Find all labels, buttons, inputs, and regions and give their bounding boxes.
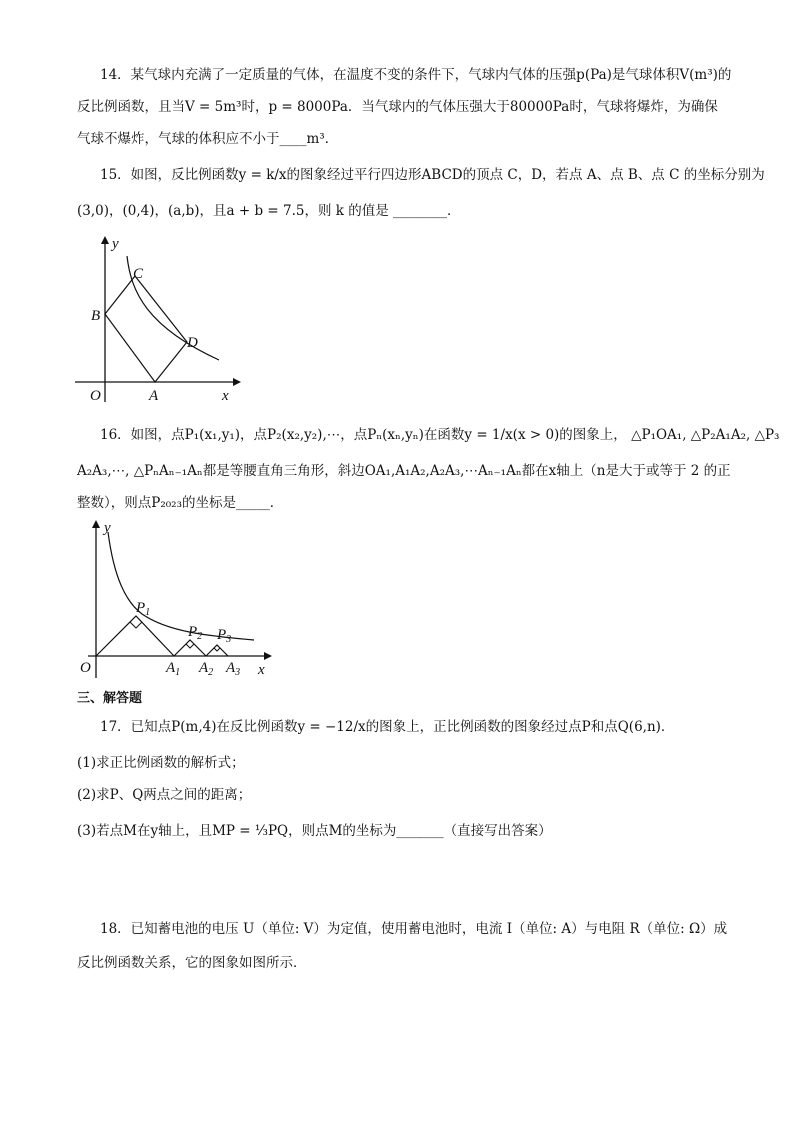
q17-sub-2: (2)求P、Q两点之间的距离； <box>77 787 252 803</box>
q16-right-mark-3 <box>214 648 220 651</box>
q16-figure <box>78 518 278 680</box>
q15-x-arrow <box>233 378 241 386</box>
q16-line-3: 整数），则点P₂₀₂₃的坐标是_____． <box>77 495 284 511</box>
q16-label-o: O <box>80 660 91 676</box>
q16-y-arrow <box>92 520 100 528</box>
q15-label-a: A <box>149 388 159 404</box>
section-title: 三、解答题 <box>77 691 143 706</box>
q16-label-a1: $A_1$ <box>166 660 181 678</box>
q17-sub-3: (3)若点M在y轴上，且MP = ⅓PQ，则点M的坐标为_______（直接写出答案） <box>77 823 552 839</box>
q15-line-2: (3,0)，(0,4)，(a,b)，且a + b = 7.5，则 k 的值是 ________． <box>77 203 461 219</box>
q15-label-b: B <box>91 308 101 324</box>
q16-label-a2: $A_2$ <box>199 660 214 678</box>
q16-right-mark-1 <box>130 622 142 628</box>
q16-label-a3: $A_3$ <box>226 660 241 678</box>
q15-label-d: D <box>187 335 198 351</box>
q15-label-x: x <box>222 388 229 404</box>
q16-line-1: 16．如图，点P₁(x₁,y₁)，点P₂(x₂,y₂),⋯，点Pₙ(xₙ,yₙ)在函数y = 1/x(x > 0)的图象上， △P₁OA₁, △P₂A₁A₂, △P₃ <box>100 427 780 443</box>
q16-triangle-1 <box>96 616 174 656</box>
q15-line-1: 15．如图，反比例函数y = k/x的图象经过平行四边形ABCD的顶点 C，D，若点 A、点 B、点 C 的坐标分别为 <box>100 167 765 183</box>
q16-x-arrow <box>264 652 272 660</box>
q15-y-arrow <box>101 236 109 244</box>
q16-right-mark-2 <box>186 644 194 648</box>
q17-line-1: 17．已知点P(m,4)在反比例函数y = −12/x的图象上，正比例函数的图象经过点P和点Q(6,n)． <box>100 719 675 735</box>
q16-line-2: A₂A₃,⋯, △PₙAₙ₋₁Aₙ都是等腰直角三角形，斜边OA₁,A₁A₂,A₂A₃,⋯Aₙ₋₁Aₙ都在x轴上（n是大于或等于 2 的正 <box>77 463 731 479</box>
q14-line-3: 气球不爆炸，气球的体积应不小于____m³． <box>77 131 339 147</box>
q18-line-2: 反比例函数关系，它的图象如图所示． <box>77 955 307 971</box>
q16-label-p2: $P_2$ <box>188 624 203 642</box>
q16-label-y: y <box>104 520 111 536</box>
q16-label-x: x <box>258 662 265 678</box>
q15-label-o: O <box>90 388 101 404</box>
q14-line-2: 反比例函数，且当V = 5m³时，p = 8000Pa．当气球内的气体压强大于80000Pa时，气球将爆炸，为确保 <box>77 99 718 115</box>
q16-label-p1: $P_1$ <box>136 600 151 618</box>
q16-curve <box>108 532 254 640</box>
q15-figure <box>75 232 245 402</box>
q14-line-1: 14．某气球内充满了一定质量的气体，在温度不变的条件下，气球内气体的压强p(Pa)是气球体积V(m³)的 <box>100 67 732 83</box>
q18-line-1: 18．已知蓄电池的电压 U（单位: V）为定值，使用蓄电池时，电流 I（单位: A）与电阻 R（单位: Ω）成 <box>100 921 728 937</box>
q15-parallelogram <box>105 276 187 382</box>
q15-label-y: y <box>112 236 119 252</box>
q16-label-p3: $P_3$ <box>217 627 232 645</box>
q15-label-c: C <box>133 266 144 282</box>
q17-sub-1: (1)求正比例函数的解析式； <box>77 755 245 771</box>
